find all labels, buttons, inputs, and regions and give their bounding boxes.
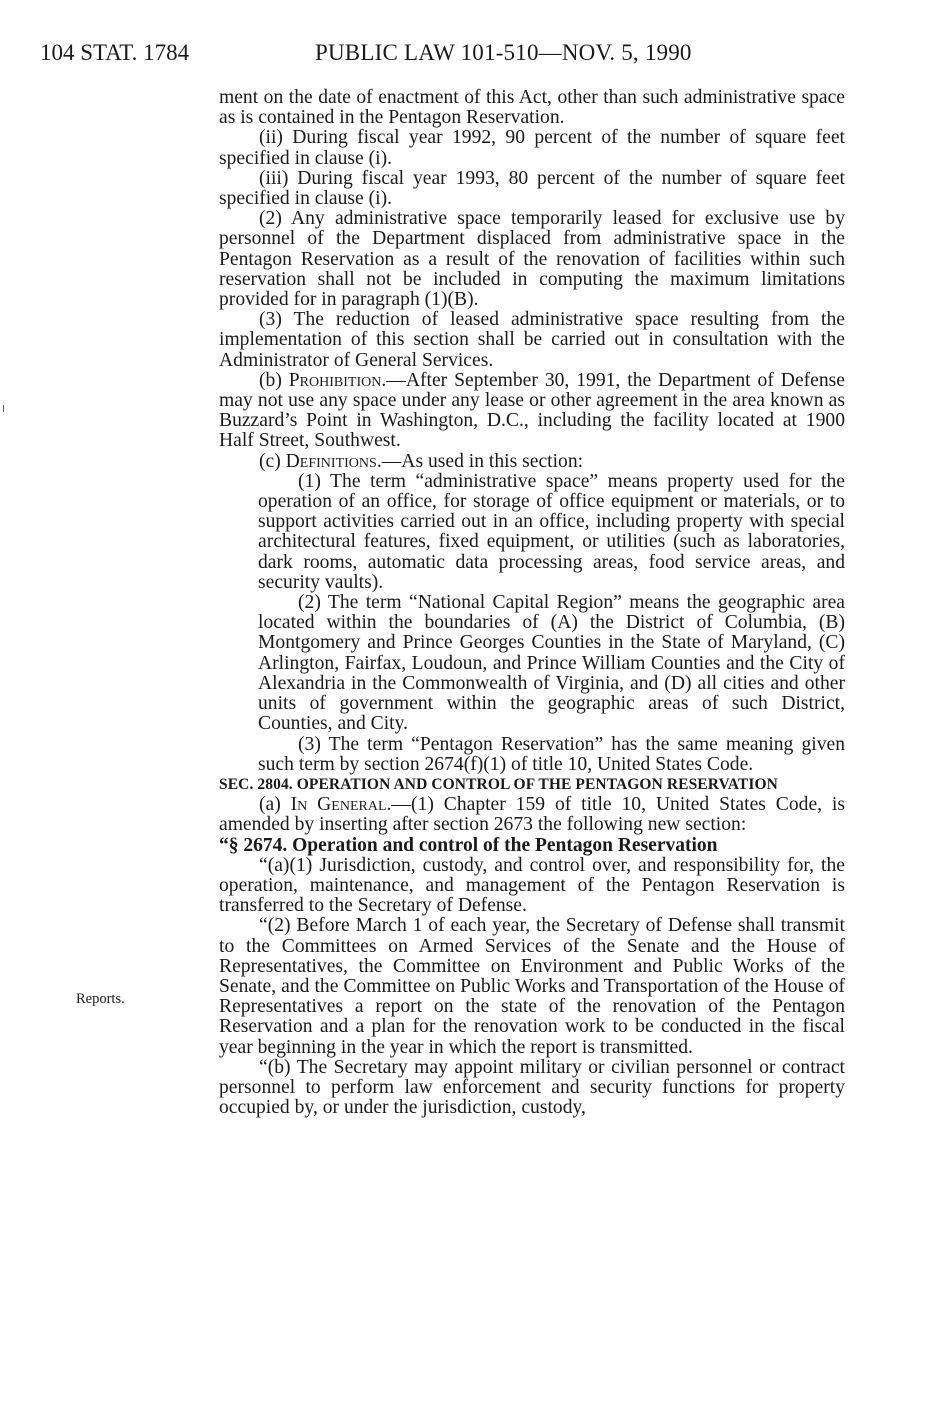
subsection-heading: Definitions [285, 450, 377, 472]
scan-artifact [3, 405, 4, 412]
paragraph-prohibition [219, 371, 845, 452]
paragraph-definitions [219, 452, 845, 472]
document-body [219, 88, 845, 1118]
page-header [40, 30, 900, 70]
public-law-title: PUBLIC LAW 101-510—NOV. 5, 1990 [315, 40, 692, 65]
paragraph: (iii) During fiscal year 1993, 80 percent of the number of square feet specified in clause (i). [219, 167, 845, 210]
paragraph: (ii) During fiscal year 1992, 90 percent of the number of square feet specified in clause (i). [219, 127, 845, 169]
subsection-text: .—As used in this section: [376, 450, 584, 472]
paragraph: (3) The reduction of leased administrative space resulting from the implementation of this section shall be carried out in consultation with the Administrator of General Services. [219, 309, 845, 371]
paragraph: (2) Any administrative space temporarily leased for exclusive use by personnel of the Department displaced from administrative space in the Pentagon Reservation as a result of the renovation of facilities within such reservation shall not be included in computing the maximum limitations provided for in paragraph (1)(B). [219, 208, 845, 311]
definition-paragraph: (1) The term “administrative space” means property used for the operation of an office, for storage of office equipment or materials, or to support activities carried out in an office, including property with special architectural features, fixed equipment, or utilities (such as laboratories, dark rooms, automatic data processing areas, food service areas, and security vaults). [258, 470, 845, 593]
definition-paragraph: (3) The term “Pentagon Reservation” has the same meaning given such term by section 2674(f)(1) of title 10, United States Code. [258, 733, 845, 775]
subsection-label: (b) [259, 369, 289, 391]
paragraph-in-general [219, 795, 845, 835]
subsection-heading: In General [290, 794, 387, 816]
subsection-text: .—After September 30, 1991, the Department of Defense may not use any space under any lease or other agreement in the area known as Buzzard’s Point in Washington, D.C., including the facility located at 1900 Half Street, Southwest. [219, 369, 845, 452]
new-section-title: “§ 2674. Operation and control of the Pentagon Reservation [219, 834, 718, 856]
subsection-text: .—(1) Chapter 159 of title 10, United States Code, is amended by inserting after section 2673 the following new section: [219, 794, 845, 836]
paragraph: “(2) Before March 1 of each year, the Secretary of Defense shall transmit to the Committees on Armed Services of the Senate and the House of Representatives, the Committee on Environment and Public Works of the Senate, and the Committee on Public Works and Transportation of the House of Representatives a report on the state of the renovation of the Pentagon Reservation and a plan for the renovation work to be conducted in the fiscal year beginning in the year in which the report is transmitted. [219, 915, 845, 1058]
subsection-label: (c) [259, 450, 286, 472]
paragraph: “(b) The Secretary may appoint military or civilian personnel or contract personnel to perform law enforcement and security functions for property occupied by, or under the jurisdiction, custody, [219, 1056, 845, 1119]
subsection-label: (a) [259, 794, 291, 816]
subsection-heading: Prohibition [288, 369, 382, 391]
section-heading: SEC. 2804. OPERATION AND CONTROL OF THE PENTAGON RESERVATION [219, 775, 778, 793]
margin-note-reports: Reports. [76, 991, 125, 1007]
definition-paragraph: (2) The term “National Capital Region” means the geographic area located within the boundaries of (A) the District of Columbia, (B) Montgomery and Prince Georges Counties in the State of Maryland, (C) Arlington, Fairfax, Loudoun, and Prince William Counties and the City of Alexandria in the Commonwealth of Virginia, and (D) all cities and other units of government within the geographic areas of such District, Counties, and City. [258, 592, 845, 735]
paragraph: “(a)(1) Jurisdiction, custody, and control over, and responsibility for, the operation, maintenance, and management of the Pentagon Reservation is transferred to the Secretary of Defense. [219, 854, 845, 917]
statute-page-number: 104 STAT. 1784 [40, 40, 190, 65]
paragraph: ment on the date of enactment of this Act, other than such administrative space as is contained in the Pentagon Reservation. [219, 87, 845, 129]
